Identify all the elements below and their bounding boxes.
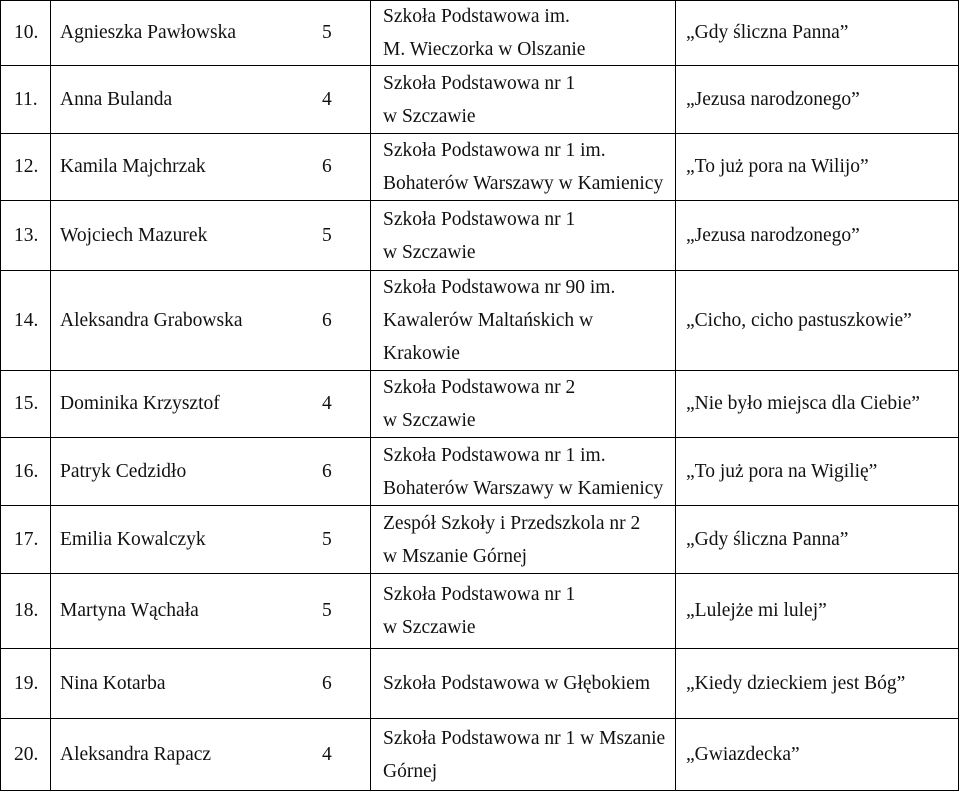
- song-title: „Lulejże mi lulej”: [686, 600, 827, 621]
- school-name-line: Krakowie: [383, 343, 460, 364]
- student-name: Martyna Wąchała: [60, 600, 199, 621]
- school-name: [370, 66, 675, 133]
- table-row: [0, 505, 959, 573]
- grade: 6: [322, 460, 332, 482]
- school-name-line: Szkoła Podstawowa w Głębokiem: [383, 673, 651, 694]
- school-name-line: Szkoła Podstawowa nr 1 im.: [383, 444, 606, 466]
- school-name: [370, 719, 675, 790]
- song-title: „Cicho, cicho pastuszkowie”: [686, 309, 912, 331]
- school-name: [370, 438, 675, 505]
- student-name: Kamila Majchrzak: [60, 156, 206, 177]
- row-number: 13.: [14, 224, 39, 246]
- school-name-line: Szkoła Podstawowa nr 1: [383, 72, 576, 94]
- row-number: 12.: [14, 156, 39, 177]
- school-name-line: w Szczawie: [383, 617, 476, 638]
- school-name-line: w Szczawie: [383, 241, 476, 263]
- student-name: Wojciech Mazurek: [60, 224, 208, 246]
- song-title: „Gwiazdecka”: [686, 743, 800, 765]
- row-number: 15.: [14, 393, 39, 414]
- table-row: [0, 133, 959, 200]
- grade: 6: [322, 672, 332, 694]
- table-row: [0, 648, 959, 718]
- student-name: Aleksandra Rapacz: [60, 743, 212, 765]
- school-name-line: Szkoła Podstawowa nr 2: [383, 377, 576, 398]
- grade: 4: [322, 88, 332, 110]
- grade: 5: [322, 22, 332, 43]
- grade: 4: [322, 743, 332, 765]
- school-name-line: Szkoła Podstawowa im.: [383, 6, 570, 27]
- school-name: [370, 371, 675, 437]
- school-name-line: Górnej: [383, 760, 438, 782]
- school-name: [370, 271, 675, 370]
- table-row: [0, 270, 959, 370]
- school-name-line: M. Wieczorka w Olszanie: [383, 39, 586, 60]
- student-name: Dominika Krzysztof: [60, 393, 220, 414]
- student-name: Aleksandra Grabowska: [60, 309, 243, 331]
- table-row: [0, 200, 959, 270]
- school-name-line: Szkoła Podstawowa nr 90 im.: [383, 277, 616, 298]
- school-name-line: Szkoła Podstawowa nr 1: [383, 208, 576, 230]
- student-name: Agnieszka Pawłowska: [60, 22, 237, 43]
- grade: 6: [322, 309, 332, 331]
- row-number: 18.: [14, 600, 39, 621]
- grade: 5: [322, 224, 332, 246]
- school-name-line: Bohaterów Warszawy w Kamienicy: [383, 477, 664, 499]
- school-name-line: Bohaterów Warszawy w Kamienicy: [383, 173, 664, 194]
- song-title: „Jezusa narodzonego”: [686, 88, 860, 110]
- table-row: [0, 370, 959, 437]
- row-number: 17.: [14, 528, 39, 550]
- song-title: „Kiedy dzieckiem jest Bóg”: [686, 672, 906, 694]
- school-name: [370, 201, 675, 270]
- school-name-line: w Szczawie: [383, 105, 476, 127]
- student-name: Emilia Kowalczyk: [60, 528, 206, 550]
- school-name: [370, 574, 675, 648]
- song-title: „To już pora na Wigilię”: [686, 460, 878, 482]
- school-name-line: Szkoła Podstawowa nr 1 im.: [383, 140, 606, 161]
- table-row: [0, 65, 959, 133]
- table-row: [0, 0, 959, 65]
- grade: 4: [322, 393, 332, 414]
- row-number: 11.: [14, 88, 38, 110]
- grade: 6: [322, 156, 332, 177]
- school-name-line: Szkoła Podstawowa nr 1 w Mszanie: [383, 727, 666, 749]
- school-name: [370, 649, 675, 718]
- grade: 5: [322, 528, 332, 550]
- table-row: [0, 718, 959, 791]
- school-name-line: w Szczawie: [383, 410, 476, 431]
- song-title: „Gdy śliczna Panna”: [686, 22, 849, 43]
- school-name: [370, 506, 675, 573]
- song-title: „Gdy śliczna Panna”: [686, 528, 849, 550]
- school-name: [370, 1, 675, 65]
- school-name-line: Kawalerów Maltańskich w: [383, 310, 594, 331]
- row-number: 10.: [14, 22, 39, 43]
- table-row: [0, 573, 959, 648]
- table-row: [0, 437, 959, 505]
- grade: 5: [322, 600, 332, 621]
- row-number: 19.: [14, 672, 39, 694]
- song-title: „Jezusa narodzonego”: [686, 224, 860, 246]
- student-name: Anna Bulanda: [60, 88, 173, 110]
- song-title: „To już pora na Wilijo”: [686, 156, 869, 177]
- school-name: [370, 134, 675, 200]
- row-number: 14.: [14, 309, 39, 331]
- row-number: 20.: [14, 743, 39, 765]
- school-name-line: Zespół Szkoły i Przedszkola nr 2: [383, 512, 641, 534]
- student-name: Patryk Cedzidło: [60, 460, 187, 482]
- student-name: Nina Kotarba: [60, 672, 166, 694]
- school-name-line: Szkoła Podstawowa nr 1: [383, 584, 576, 605]
- row-number: 16.: [14, 460, 39, 482]
- song-title: „Nie było miejsca dla Ciebie”: [686, 393, 920, 414]
- school-name-line: w Mszanie Górnej: [383, 545, 528, 567]
